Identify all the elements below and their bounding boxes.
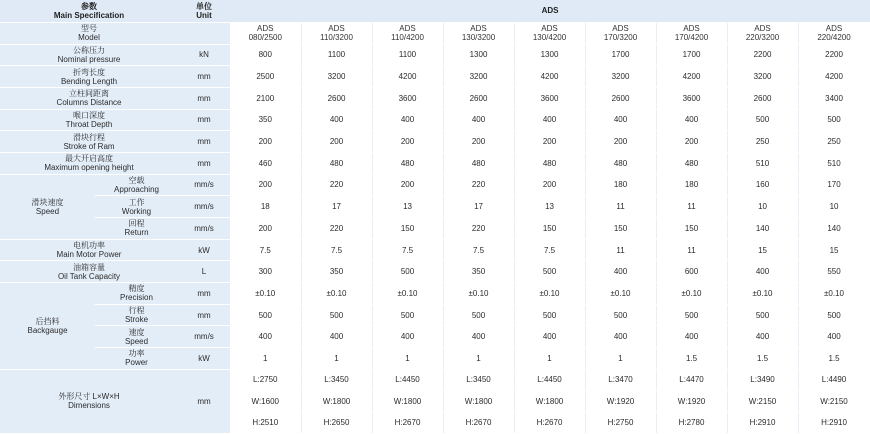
value-cell: 3400 [798,87,870,109]
spec-label-en: Columns Distance [56,98,122,108]
model-code: 130/3200 [461,33,496,42]
model-series: ADS [825,24,843,33]
value-cell: ±0.10 [727,283,798,305]
value-cell: 480 [585,152,656,174]
value-cell: 200 [656,131,727,153]
model-cell [443,22,514,44]
value-cell: 11 [656,239,727,261]
model-code: 110/4200 [391,33,424,42]
value-cell: 7.5 [372,239,443,261]
spec-label-en: Stroke of Ram [63,141,115,151]
model-unit [178,22,230,44]
dimensions-label-en: Dimensions [68,401,110,411]
model-series: ADS [612,24,629,33]
value-cell: 500 [443,304,514,326]
model-code: 110/3200 [320,33,353,42]
value-cell: 250 [727,131,798,153]
spec-label-cn: 最大开启高度 [65,154,113,164]
value-cell: 3200 [727,66,798,88]
speed-sub-label-en: Working [121,206,152,216]
value-cell: 200 [514,174,585,196]
spec-label-cn: 滑块行程 [73,132,105,142]
speed-group-label [0,174,95,239]
value-cell: 3200 [585,66,656,88]
backgauge-group-label-en: Backgauge [27,325,68,335]
value-cell: 510 [798,152,870,174]
value-cell: 140 [798,218,870,240]
dimensions-unit: mm [178,369,230,433]
value-cell: 3600 [514,87,585,109]
param-header-cn: 参数 [81,1,97,11]
spec-label-en: Throat Depth [65,119,113,129]
value-cell: 15 [798,239,870,261]
value-cell: W:1800 [372,391,443,412]
value-cell: 1300 [514,44,585,66]
value-cell: 1 [585,348,656,370]
value-cell: 7.5 [301,239,372,261]
backgauge-sub-label-cn: 速度 [128,327,145,337]
backgauge-group-label-cn: 后挡料 [35,316,60,326]
value-cell: 180 [585,174,656,196]
value-cell: 1.5 [727,348,798,370]
param-header-en: Main Specification [53,10,125,20]
model-series: ADS [399,24,416,33]
value-cell: 480 [372,152,443,174]
model-label-en: Model [78,33,100,42]
value-cell: 220 [443,174,514,196]
spec-row [0,152,870,174]
value-cell: 1 [443,348,514,370]
value-cell: 400 [727,326,798,348]
spec-unit: mm [178,66,230,88]
value-cell: 7.5 [443,239,514,261]
value-cell: W:1920 [585,391,656,412]
value-cell: 220 [301,174,372,196]
value-cell: 400 [656,109,727,131]
spec-unit: mm [178,131,230,153]
value-cell: ±0.10 [443,283,514,305]
spec-label-en: Main Motor Power [56,250,122,260]
spec-label [0,66,178,88]
backgauge-row [0,283,870,305]
value-cell: L:4490 [798,369,870,390]
speed-group-label-en: Speed [35,206,60,216]
value-cell: 500 [727,304,798,326]
value-cell: 4200 [798,66,870,88]
value-cell: 550 [798,261,870,283]
model-code: 170/3200 [603,33,638,42]
value-cell: 11 [585,196,656,218]
spec-label-en: Bending Length [60,76,118,86]
value-cell: 10 [727,196,798,218]
value-cell: 500 [514,261,585,283]
value-cell: 220 [301,218,372,240]
value-cell: 1100 [372,44,443,66]
value-cell: 510 [727,152,798,174]
model-series: ADS [754,24,771,33]
speed-sub-label-en: Approaching [114,184,159,194]
value-cell: 400 [443,326,514,348]
value-cell: 7.5 [514,239,585,261]
value-cell: H:2780 [656,412,727,434]
value-cell: L:3450 [301,369,372,390]
param-header [0,0,178,22]
value-cell: H:2750 [585,412,656,434]
model-cell [656,22,727,44]
value-cell: 150 [372,218,443,240]
backgauge-unit: mm [178,283,230,305]
value-cell: 160 [727,174,798,196]
backgauge-row [0,348,870,370]
value-cell: 500 [372,261,443,283]
speed-sub-label-en: Return [124,228,149,238]
value-cell: 350 [230,109,301,131]
value-cell: 500 [798,304,870,326]
spec-label-en: Maximum opening height [44,163,134,173]
model-label-cn: 型号 [81,24,97,33]
spec-label-cn: 电机功率 [73,241,105,251]
backgauge-sub-label [95,348,178,370]
value-cell: 480 [514,152,585,174]
value-cell: H:2670 [443,412,514,434]
spec-label [0,87,178,109]
value-cell: 2500 [230,66,301,88]
value-cell: 400 [443,109,514,131]
backgauge-row [0,304,870,326]
backgauge-sub-label-en: Precision [120,293,153,303]
value-cell: 4200 [514,66,585,88]
value-cell: 180 [656,174,727,196]
value-cell: 500 [727,109,798,131]
value-cell: 350 [301,261,372,283]
value-cell: 11 [656,196,727,218]
spec-label [0,239,178,261]
value-cell: 2200 [798,44,870,66]
model-series: ADS [541,24,558,33]
spec-row [0,44,870,66]
value-cell: 400 [585,261,656,283]
model-series: ADS [328,24,345,33]
value-cell: 200 [585,131,656,153]
backgauge-sub-label-en: Power [125,358,148,368]
backgauge-row [0,326,870,348]
value-cell: 400 [372,109,443,131]
value-cell: W:2150 [798,391,870,412]
value-cell: 460 [230,152,301,174]
model-series: ADS [257,24,274,33]
value-cell: 2600 [443,87,514,109]
unit-header-cn: 单位 [196,1,213,11]
value-cell: 2600 [585,87,656,109]
value-cell: 400 [727,261,798,283]
spec-label-cn: 折弯长度 [73,67,105,77]
value-cell: 4200 [372,66,443,88]
value-cell: 3600 [656,87,727,109]
value-cell: 800 [230,44,301,66]
model-cell [727,22,798,44]
value-cell: 200 [514,131,585,153]
value-cell: L:3470 [585,369,656,390]
value-cell: 3200 [301,66,372,88]
value-cell: L:3450 [443,369,514,390]
value-cell: 17 [443,196,514,218]
value-cell: 170 [798,174,870,196]
value-cell: 480 [656,152,727,174]
value-cell: 300 [230,261,301,283]
unit-header [178,0,230,22]
value-cell: ±0.10 [585,283,656,305]
value-cell: W:2150 [727,391,798,412]
value-cell: W:1800 [301,391,372,412]
backgauge-unit: mm [178,304,230,326]
value-cell: 2100 [230,87,301,109]
value-cell: 200 [443,131,514,153]
value-cell: 150 [585,218,656,240]
spec-row [0,131,870,153]
value-cell: 13 [514,196,585,218]
spec-row [0,239,870,261]
value-cell: 1700 [585,44,656,66]
value-cell: 1.5 [656,348,727,370]
spec-unit: L [178,261,230,283]
value-cell: 11 [585,239,656,261]
value-cell: W:1800 [443,391,514,412]
spec-label [0,109,178,131]
speed-unit: mm/s [178,174,230,196]
speed-sub-label [95,218,178,240]
speed-sub-label-cn: 回程 [128,219,145,229]
speed-sub-label [95,196,178,218]
value-cell: 200 [372,174,443,196]
model-code: 220/3200 [745,33,780,42]
spec-label-cn: 喉口深度 [73,110,105,120]
value-cell: 4200 [656,66,727,88]
spec-label [0,261,178,283]
backgauge-sub-label-en: Speed [124,336,149,346]
backgauge-sub-label-cn: 精度 [128,284,145,294]
value-cell: 400 [514,326,585,348]
header-row [0,0,870,22]
spec-label-en: Nominal pressure [57,54,121,64]
dimensions-label [0,369,178,433]
value-cell: ±0.10 [230,283,301,305]
value-cell: 150 [514,218,585,240]
value-cell: 350 [443,261,514,283]
value-cell: 400 [514,109,585,131]
value-cell: 17 [301,196,372,218]
value-cell: 500 [230,304,301,326]
backgauge-group-label [0,283,95,370]
speed-row [0,196,870,218]
value-cell: 500 [798,109,870,131]
backgauge-sub-label [95,304,178,326]
speed-unit: mm/s [178,218,230,240]
value-cell: 220 [443,218,514,240]
backgauge-sub-label-cn: 行程 [128,306,145,316]
value-cell: 2600 [727,87,798,109]
speed-row [0,218,870,240]
model-code: 170/4200 [674,33,709,42]
spec-unit: kW [178,239,230,261]
spec-row [0,66,870,88]
value-cell: 1 [514,348,585,370]
spec-label [0,131,178,153]
value-cell: 2600 [301,87,372,109]
value-cell: 1700 [656,44,727,66]
value-cell: 200 [230,218,301,240]
value-cell: H:2910 [798,412,870,434]
value-cell: 1 [301,348,372,370]
model-cell [230,22,301,44]
dimensions-row [0,369,870,390]
value-cell: L:3490 [727,369,798,390]
spec-label-cn: 油箱容量 [73,262,105,272]
value-cell: 400 [656,326,727,348]
model-code: 080/2500 [248,33,282,42]
value-cell: 200 [301,131,372,153]
value-cell: 1300 [443,44,514,66]
value-cell: 400 [230,326,301,348]
value-cell: 600 [656,261,727,283]
value-cell: 10 [798,196,870,218]
speed-unit: mm/s [178,196,230,218]
value-cell: ±0.10 [301,283,372,305]
value-cell: H:2650 [301,412,372,434]
value-cell: 500 [656,304,727,326]
speed-row [0,174,870,196]
backgauge-sub-label [95,326,178,348]
dimensions-label-cn: 外形尺寸 L×W×H [58,392,120,402]
spec-row [0,87,870,109]
backgauge-sub-label-cn: 功率 [128,349,145,359]
value-cell: 500 [372,304,443,326]
value-cell: 400 [301,326,372,348]
model-cell [301,22,372,44]
model-cell [798,22,870,44]
spec-unit: mm [178,152,230,174]
model-row [0,22,870,44]
value-cell: 200 [230,131,301,153]
backgauge-unit: kW [178,348,230,370]
value-cell: 3200 [443,66,514,88]
speed-sub-label [95,174,178,196]
value-cell: 18 [230,196,301,218]
value-cell: 1 [230,348,301,370]
model-label [0,22,178,44]
unit-header-en: Unit [196,10,212,20]
value-cell: ±0.10 [514,283,585,305]
model-code: 220/4200 [817,33,851,42]
spec-unit: kN [178,44,230,66]
value-cell: L:4450 [372,369,443,390]
value-cell: 400 [301,109,372,131]
value-cell: 1 [372,348,443,370]
model-series: ADS [470,24,487,33]
value-cell: 3600 [372,87,443,109]
value-cell: W:1920 [656,391,727,412]
value-cell: 400 [585,326,656,348]
value-cell: 1.5 [798,348,870,370]
spec-label [0,44,178,66]
model-cell [585,22,656,44]
value-cell: L:4450 [514,369,585,390]
spec-row [0,261,870,283]
value-cell: 200 [372,131,443,153]
value-cell: 480 [443,152,514,174]
value-cell: 500 [585,304,656,326]
spec-label-cn: 立柱间距离 [69,89,109,99]
model-cell [372,22,443,44]
value-cell: H:2910 [727,412,798,434]
value-cell: 200 [230,174,301,196]
value-cell: H:2510 [230,412,301,434]
model-cell [514,22,585,44]
value-cell: L:2750 [230,369,301,390]
value-cell: ±0.10 [372,283,443,305]
value-cell: 400 [585,109,656,131]
value-cell: H:2670 [514,412,585,434]
value-cell: 400 [372,326,443,348]
model-series: ADS [683,24,700,33]
speed-group-label-cn: 滑块速度 [31,197,64,207]
spec-unit: mm [178,109,230,131]
spec-label-cn: 公称压力 [73,45,105,55]
value-cell: 140 [727,218,798,240]
speed-sub-label-cn: 空载 [128,175,145,185]
backgauge-sub-label [95,283,178,305]
value-cell: 500 [514,304,585,326]
value-cell: 400 [798,326,870,348]
value-cell: ±0.10 [656,283,727,305]
value-cell: L:4470 [656,369,727,390]
value-cell: H:2670 [372,412,443,434]
spec-row [0,109,870,131]
value-cell: 150 [656,218,727,240]
value-cell: 15 [727,239,798,261]
backgauge-unit: mm/s [178,326,230,348]
value-cell: ±0.10 [798,283,870,305]
value-cell: W:1600 [230,391,301,412]
series-header: ADS [230,0,870,22]
backgauge-sub-label-en: Stroke [124,315,149,325]
spec-label [0,152,178,174]
model-code: 130/4200 [532,33,567,42]
value-cell: 1100 [301,44,372,66]
value-cell: 480 [301,152,372,174]
spec-label-en: Oil Tank Capacity [57,271,121,281]
value-cell: 500 [301,304,372,326]
value-cell: 2200 [727,44,798,66]
speed-sub-label-cn: 工作 [128,197,145,207]
value-cell: 7.5 [230,239,301,261]
value-cell: 13 [372,196,443,218]
value-cell: W:1800 [514,391,585,412]
spec-unit: mm [178,87,230,109]
value-cell: 250 [798,131,870,153]
